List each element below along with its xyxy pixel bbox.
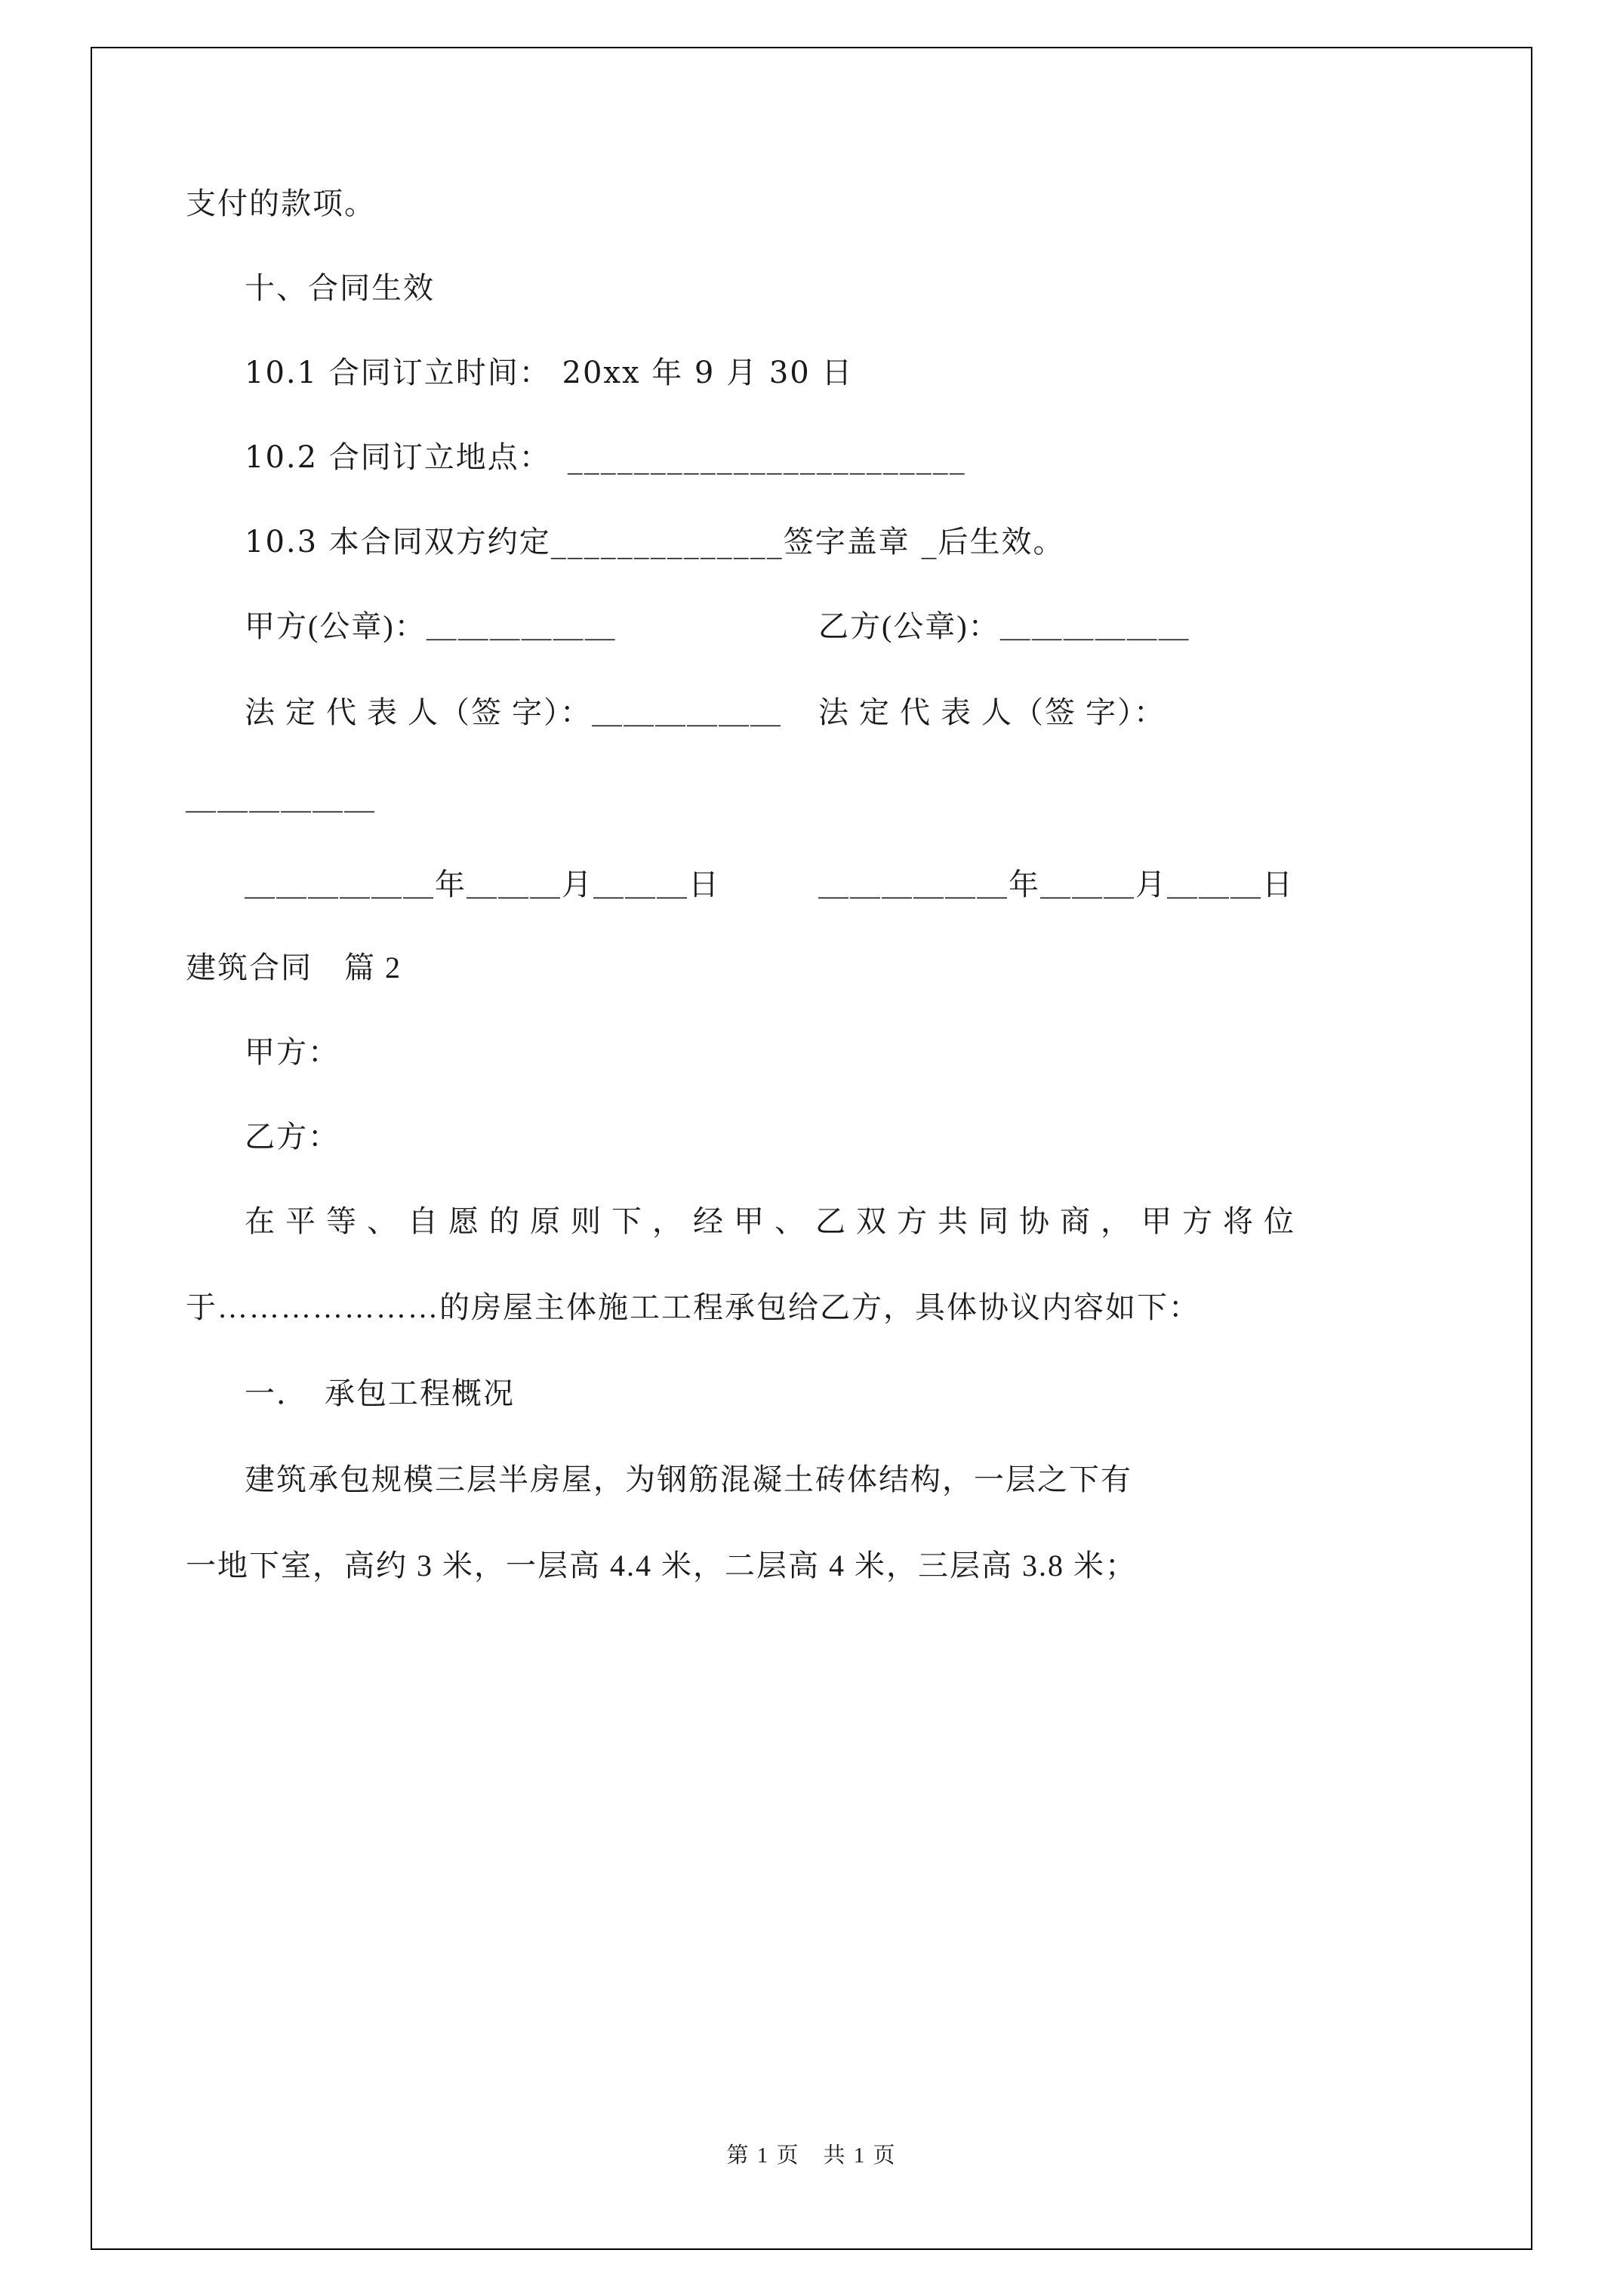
section-heading-1: 一． 承包工程概况 bbox=[245, 1376, 515, 1410]
section-heading-10: 十、合同生效 bbox=[245, 271, 435, 305]
preamble-line-1: 在 平 等 、 自 愿 的 原 则 下 ， 经 甲 、 乙 双 方 共 同 协 商 ， 甲 方 将 位 bbox=[245, 1204, 1295, 1238]
party-b-legal-rep-blank: ＿＿＿＿＿＿ bbox=[186, 781, 376, 815]
project-overview-line-1: 建筑承包规模三层半房屋，为钢筋混凝土砖体结构，一层之下有 bbox=[245, 1462, 1132, 1496]
legal-rep-row bbox=[186, 695, 1439, 729]
project-overview-line-2: 一地下室，高约 3 米，一层高 4.4 米，二层高 4 米，三层高 3.8 米； bbox=[186, 1549, 1137, 1583]
date-row bbox=[186, 870, 1439, 900]
clause-10-3: 10.3 本合同双方约定______________签字盖章 _后生效。 bbox=[245, 525, 1065, 559]
party-b-field: 乙方： bbox=[245, 1120, 340, 1154]
party-a-date-blank: ＿＿＿＿＿＿年＿＿＿月＿＿＿日 bbox=[245, 868, 720, 901]
party-b-seal-label: 乙方(公章)：＿＿＿＿＿＿ bbox=[818, 609, 1190, 643]
clause-10-1: 10.1 合同订立时间： 20xx 年 9 月 30 日 bbox=[245, 356, 854, 390]
document-body bbox=[186, 186, 1439, 1583]
page-footer: 第 1 页 共 1 页 bbox=[726, 2143, 897, 2168]
party-a-seal-label: 甲方(公章)：＿＿＿＿＿＿ bbox=[245, 609, 617, 643]
party-b-date-blank: ＿＿＿＿＿＿年＿＿＿月＿＿＿日 bbox=[818, 868, 1294, 901]
paragraph-line: 支付的款项。 bbox=[186, 186, 376, 220]
clause-10-2: 10.2 合同订立地点： ________________________ bbox=[245, 440, 966, 475]
document-title-part-2: 建筑合同 篇 2 bbox=[186, 951, 402, 985]
signature-seal-row bbox=[186, 609, 1439, 643]
party-a-legal-rep-label: 法 定 代 表 人（签 字）：＿＿＿＿＿＿ bbox=[245, 695, 782, 729]
party-a-field: 甲方： bbox=[245, 1035, 340, 1069]
preamble-line-2: 于…………………的房屋主体施工工程承包给乙方，具体协议内容如下： bbox=[186, 1290, 1200, 1324]
party-b-legal-rep-label: 法 定 代 表 人（签 字）： bbox=[818, 695, 1166, 729]
